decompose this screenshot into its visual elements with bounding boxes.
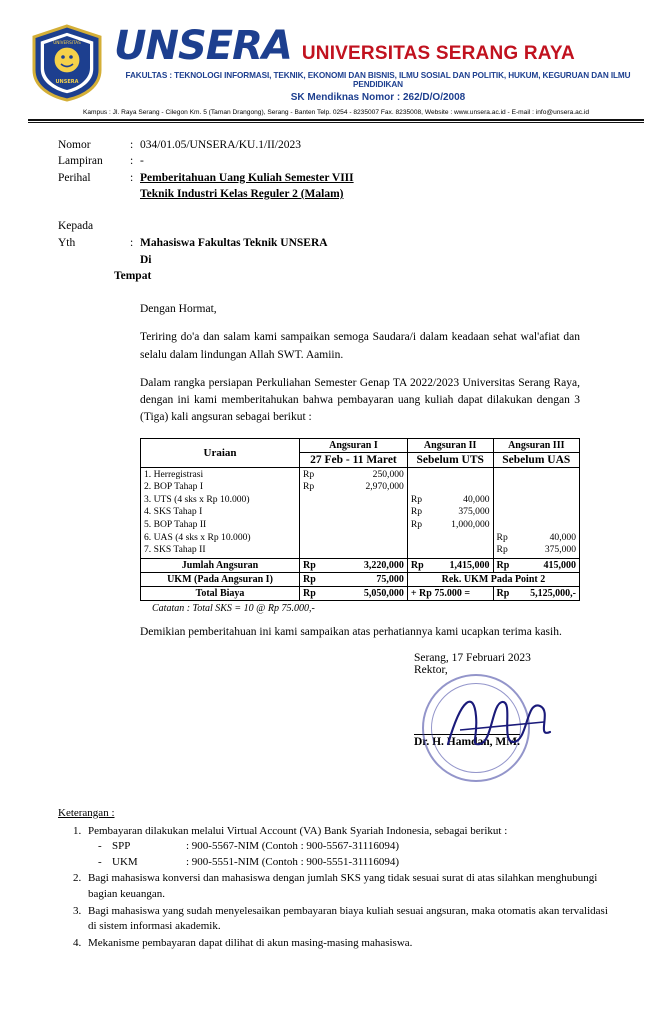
total-angsuran-1: Rp 5,050,000 — [300, 587, 408, 601]
ukm-note: Rek. UKM Pada Point 2 — [407, 573, 579, 587]
keterangan-item-2: 2. Bagi mahasiswa konversi dan mahasiswa dengan jumlah SKS yang tidak sesuai surat di atas silahkan menghubungi bagian keuangan. — [84, 871, 618, 902]
amount-row-empty — [411, 481, 490, 494]
ukm-label: UKM (Pada Angsuran I) — [141, 573, 300, 587]
keterangan-item-4: 4. Mekanisme pembayaran dapat dilihat di akun masing-masing mahasiswa. — [84, 936, 618, 952]
spacer-colon — [130, 252, 140, 269]
fee-table — [140, 438, 580, 602]
va-value-ukm: : 900-5551-NIM (Contoh : 900-5551-31116094) — [186, 855, 400, 868]
va-item-spp — [98, 839, 618, 855]
sk-line: SK Mendiknas Nomor : 262/D/O/2008 — [290, 92, 466, 103]
total-label: Total Biaya — [141, 587, 300, 601]
amount-row-empty — [303, 519, 404, 532]
header-angsuran-3-range: Sebelum UAS — [493, 452, 579, 467]
amount-row-empty — [303, 544, 404, 557]
items-list — [141, 467, 300, 559]
amounts-angsuran-3 — [493, 467, 579, 559]
table-header-top — [141, 438, 580, 452]
amounts-angsuran-1 — [300, 467, 408, 559]
row-total-biaya — [141, 587, 580, 601]
amount-row: Rp 40,000 — [496, 531, 576, 543]
item-row: 4. SKS Tahap I — [144, 506, 203, 518]
perihal-line-1: Pemberitahuan Uang Kuliah Semester VIII — [140, 171, 354, 184]
amount-row-empty — [497, 506, 576, 519]
unsera-logo — [30, 24, 104, 102]
va-item-ukm — [98, 855, 618, 871]
signature-block — [22, 652, 650, 764]
tempat-label: Tempat — [114, 270, 152, 283]
header-rule-thin — [28, 122, 644, 123]
amount-row: Rp 375,000 — [410, 506, 490, 518]
kepada-row — [58, 218, 650, 235]
item-row: 5. BOP Tahap II — [144, 519, 207, 531]
amount-row-empty — [497, 469, 576, 482]
amount-row-empty — [303, 532, 404, 545]
row-ukm — [141, 573, 580, 587]
amount-row: Rp 1,000,000 — [410, 519, 490, 531]
note-sks: Catatan : Total SKS = 10 @ Rp 75.000,- — [152, 603, 315, 615]
brand-row — [114, 23, 642, 69]
row-jumlah-angsuran — [141, 559, 580, 573]
keterangan-item-1 — [84, 824, 618, 871]
item-row: 7. SKS Tahap II — [144, 544, 206, 556]
recipient-block — [58, 218, 650, 285]
jumlah-label: Jumlah Angsuran — [141, 559, 300, 573]
place-date: Serang, 17 Februari 2023 — [414, 652, 531, 665]
amount-row-empty — [497, 519, 576, 532]
amount-row-empty — [411, 532, 490, 545]
brand-full: UNIVERSITAS SERANG RAYA — [301, 43, 575, 64]
colon: : — [130, 139, 134, 151]
colon: : — [130, 155, 134, 168]
paragraph-1: Teriring do'a dan salam kami sampaikan semoga Saudara/i dalam keadaan sehat wal'afiat dan selalu dalam lindungan Allah SWT. Aamiin. — [140, 331, 580, 361]
perihal-line-2: Teknik Industri Kelas Reguler 2 (Malam) — [140, 187, 344, 200]
item-row: 3. UTS (4 sks x Rp 10.000) — [144, 493, 250, 505]
yth-value: Mahasiswa Fakultas Teknik UNSERA — [140, 236, 328, 249]
amount-row: Rp 375,000 — [496, 544, 576, 556]
header-angsuran-1-top: Angsuran I — [300, 438, 408, 452]
address-line: Kampus : Jl. Raya Serang - Cilegon Km. 5 (Taman Drangong), Serang - Banten Telp. 0254 - 8235007 Fax. 8235008, Website : www.unsera.ac.id - E-mail : info@unsera.ac.id — [82, 109, 589, 116]
perihal-value — [140, 170, 650, 203]
header-rule-thick — [28, 119, 644, 121]
amounts-angsuran-2 — [407, 467, 493, 559]
keterangan-item-3: 3. Bagi mahasiswa yang sudah menyelesaikan pembayaran biaya kuliah sesuai angsuran, maka otomatis akan tervalidasi di sistem informasi akademik. — [84, 904, 618, 935]
keterangan-block — [58, 806, 618, 952]
item-row: 6. UAS (4 sks x Rp 10.000) — [144, 531, 251, 543]
nomor-label: Nomor — [58, 139, 91, 151]
spacer — [58, 252, 130, 269]
keterangan-title: Keterangan : — [58, 807, 115, 819]
svg-text:UNIVERSITAS: UNIVERSITAS — [53, 40, 81, 45]
amount-row-empty — [303, 506, 404, 519]
meta-row-lampiran — [58, 153, 650, 169]
letter-body — [140, 301, 580, 427]
header-angsuran-2-range: Sebelum UTS — [407, 452, 493, 467]
yth-row — [58, 235, 650, 252]
kepada-label: Kepada — [58, 220, 94, 233]
brand-short: UNSERA — [114, 23, 292, 69]
va-list — [88, 839, 618, 870]
keterangan-list — [58, 824, 618, 952]
di-label: Di — [140, 253, 152, 266]
letter-meta — [58, 137, 650, 202]
di-row — [58, 252, 650, 269]
ukm-angsuran-1: Rp 75,000 — [300, 573, 408, 587]
total-all: Rp 5,125,000,- — [493, 587, 579, 601]
total-mid: + Rp 75.000 = — [407, 587, 493, 601]
va-value-spp: : 900-5567-NIM (Contoh : 900-5567-31116094) — [186, 840, 400, 853]
dash: - — [98, 855, 102, 868]
signer-title: Rektor, — [414, 664, 448, 677]
amount-row-empty — [411, 469, 490, 482]
jumlah-angsuran-2: Rp 1,415,000 — [407, 559, 493, 573]
table-items-row — [141, 467, 580, 559]
header-uraian: Uraian — [141, 438, 300, 467]
va-key-spp: SPP — [112, 840, 131, 853]
amount-row-empty — [497, 494, 576, 507]
amount-row: Rp 40,000 — [410, 493, 490, 505]
svg-text:UNSERA: UNSERA — [55, 79, 79, 85]
perihal-label: Perihal — [58, 171, 91, 184]
letterhead-text — [114, 24, 642, 103]
item-row: 2. BOP Tahap I — [144, 481, 204, 493]
greeting: Dengan Hormat, — [140, 303, 217, 315]
handwritten-signature — [440, 686, 560, 756]
amount-row: Rp 250,000 — [303, 468, 404, 480]
signer-name: Dr. H. Hamdan, MM. — [414, 736, 520, 749]
closing-paragraph: Demikian pemberitahuan ini kami sampaikan atas perhatiannya kami ucapkan terima kasih. — [140, 626, 562, 639]
fee-table-wrapper — [140, 438, 580, 602]
yth-label: Yth — [58, 236, 76, 249]
faculties-line: FAKULTAS : TEKNOLOGI INFORMASI, TEKNIK, EKONOMI DAN BISNIS, ILMU SOSIAL DAN POLITIK, HUKUM, KEGURUAN DAN ILMU PENDIDIKAN — [125, 71, 631, 89]
letterhead — [22, 18, 650, 103]
lampiran-label: Lampiran — [58, 155, 103, 168]
va-key-ukm: UKM — [112, 855, 138, 868]
header-angsuran-2-top: Angsuran II — [407, 438, 493, 452]
meta-row-nomor — [58, 137, 650, 153]
paragraph-2: Dalam rangka persiapan Perkuliahan Semester Genap TA 2022/2023 Universitas Serang Raya, dengan ini kami memberitahukan bahwa pembayaran uang kuliah dapat dilakukan dengan 3 (Tiga) kali angsuran sebagai berikut : — [140, 376, 580, 424]
item-row: 1. Herregistrasi — [144, 468, 204, 480]
amount-row-empty — [303, 494, 404, 507]
meta-row-perihal — [58, 170, 650, 203]
jumlah-angsuran-1: Rp 3,220,000 — [300, 559, 408, 573]
amount-row: Rp 2,970,000 — [303, 481, 404, 493]
header-angsuran-3-top: Angsuran III — [493, 438, 579, 452]
colon: : — [130, 171, 134, 184]
keterangan-item-1-text: Pembayaran dilakukan melalui Virtual Account (VA) Bank Syariah Indonesia, sebagai berikut : — [88, 824, 508, 837]
amount-row-empty — [411, 544, 490, 557]
jumlah-angsuran-3: Rp 415,000 — [493, 559, 579, 573]
nomor-value: 034/01.05/UNSERA/KU.1/II/2023 — [140, 139, 301, 151]
colon: : — [130, 236, 134, 249]
lampiran-value: - — [140, 155, 144, 168]
dash: - — [98, 840, 102, 853]
amount-row-empty — [497, 481, 576, 494]
header-angsuran-1-range: 27 Feb - 11 Maret — [300, 452, 408, 467]
